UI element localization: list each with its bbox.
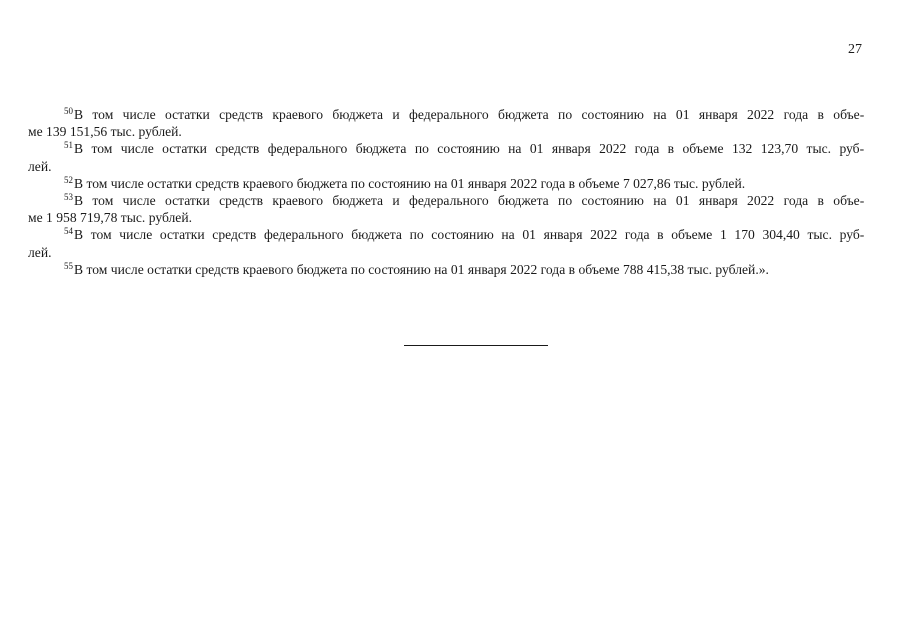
footnote-50 bbox=[28, 106, 864, 140]
footnote-continuation: лей. bbox=[28, 244, 52, 260]
footnote-53 bbox=[28, 192, 864, 226]
footnote-text: В том числе остатки средств краевого бюджета и федерального бюджета по состоянию на 01 января 2022 года в объе- bbox=[74, 193, 864, 209]
footnote-marker: 51 bbox=[64, 140, 73, 151]
footnote-continuation: ме 1 958 719,78 тыс. рублей. bbox=[28, 210, 193, 226]
footnote-marker: 55 bbox=[64, 260, 73, 271]
footnote-continuation: лей. bbox=[28, 158, 52, 174]
footnote-line bbox=[64, 226, 864, 243]
footnote-line bbox=[64, 140, 864, 157]
footnotes-block bbox=[28, 106, 864, 278]
footnote-text: В том числе остатки средств федерального бюджета по состоянию на 01 января 2022 года в объеме 1 170 304,40 тыс. руб- bbox=[74, 227, 864, 243]
footnote-51 bbox=[28, 140, 864, 174]
footnote-text: В том числе остатки средств федерального бюджета по состоянию на 01 января 2022 года в объеме 132 123,70 тыс. руб- bbox=[74, 141, 864, 157]
footnote-text: В том числе остатки средств краевого бюджета и федерального бюджета по состоянию на 01 января 2022 года в объе- bbox=[74, 107, 864, 122]
footnote-text: В том числе остатки средств краевого бюджета по состоянию на 01 января 2022 года в объеме 788 415,38 тыс. рублей.». bbox=[74, 261, 769, 277]
footnote-line bbox=[64, 192, 864, 209]
end-of-document-rule bbox=[404, 345, 548, 346]
footnote-54 bbox=[28, 226, 864, 260]
footnote-continuation: ме 139 151,56 тыс. рублей. bbox=[28, 124, 182, 140]
footnote-marker: 52 bbox=[64, 174, 73, 185]
footnote-marker: 50 bbox=[64, 106, 73, 116]
footnote-52 bbox=[28, 175, 864, 192]
footnote-line bbox=[64, 261, 864, 278]
footnote-marker: 54 bbox=[64, 226, 73, 237]
page-number: 27 bbox=[848, 42, 862, 57]
footnote-line bbox=[64, 106, 864, 123]
footnote-55 bbox=[28, 261, 864, 278]
footnote-marker: 53 bbox=[64, 192, 73, 203]
footnote-text: В том числе остатки средств краевого бюджета по состоянию на 01 января 2022 года в объеме 7 027,86 тыс. рублей. bbox=[74, 175, 746, 191]
footnote-line bbox=[64, 175, 864, 192]
